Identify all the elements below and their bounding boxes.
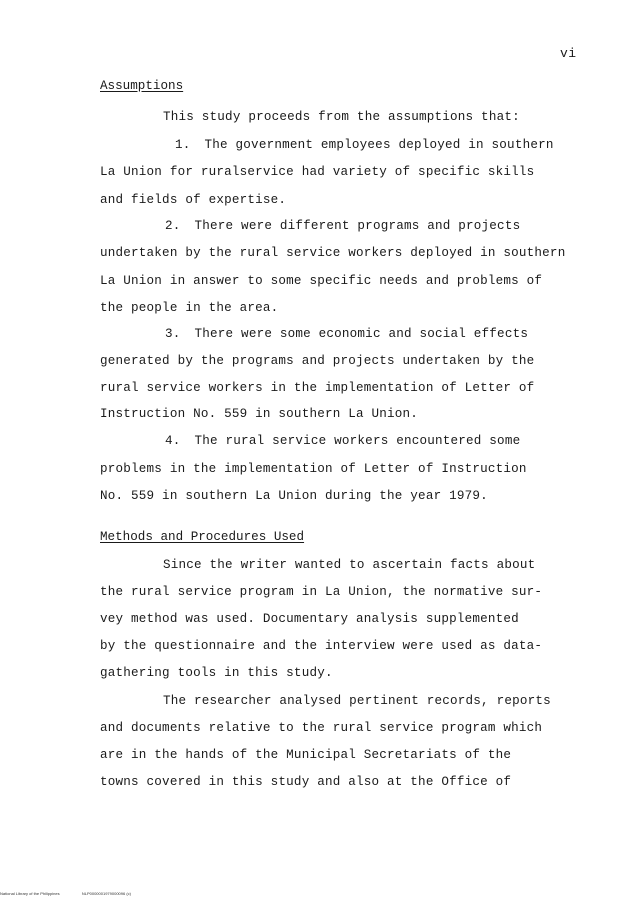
methods-p1-line-1: Since the writer wanted to ascertain facts about [163, 558, 536, 572]
methods-p1-line-5: gathering tools in this study. [100, 666, 333, 680]
assumption-4-line-1 [165, 434, 520, 448]
methods-p2-line-3: are in the hands of the Municipal Secretariats of the [100, 748, 512, 762]
assumption-4-line-3: No. 559 in southern La Union during the year 1979. [100, 489, 488, 503]
methods-p1-line-4: by the questionnaire and the interview were used as data- [100, 639, 543, 653]
assumption-4-number: 4. [165, 434, 181, 448]
footer-library: National Library of the Philippines [0, 891, 60, 896]
methods-p1-line-2: the rural service program in La Union, the normative sur- [100, 585, 543, 599]
assumption-3-line-2: generated by the programs and projects undertaken by the [100, 354, 535, 368]
assumption-3-line-3: rural service workers in the implementation of Letter of [100, 381, 535, 395]
assumption-3-number: 3. [165, 327, 181, 341]
assumption-1-line-1 [175, 138, 554, 152]
assumption-3-line-4: Instruction No. 559 in southern La Union. [100, 407, 419, 421]
assumption-2-line-2: undertaken by the rural service workers deployed in southern [100, 246, 566, 260]
page-number: vi [560, 46, 577, 61]
methods-p1-line-3: vey method was used. Documentary analysis supplemented [100, 612, 519, 626]
assumption-1-line-2: La Union for ruralservice had variety of specific skills [100, 165, 535, 179]
assumptions-heading: Assumptions [100, 79, 184, 93]
assumptions-intro: This study proceeds from the assumptions that: [163, 110, 520, 124]
methods-p2-line-2: and documents relative to the rural service program which [100, 721, 543, 735]
assumption-2-line-1 [165, 219, 520, 233]
assumption-2-number: 2. [165, 219, 181, 233]
footer [0, 891, 131, 896]
methods-p2-line-1: The researcher analysed pertinent records, reports [163, 694, 551, 708]
methods-heading: Methods and Procedures Used [100, 530, 305, 544]
assumption-4-line-2: problems in the implementation of Letter of Instruction [100, 462, 527, 476]
assumption-1-number: 1. [175, 138, 191, 152]
assumption-2-text: There were different programs and projects [194, 219, 521, 233]
methods-p2-line-4: towns covered in this study and also at the Office of [100, 775, 512, 789]
assumption-3-text: There were some economic and social effects [194, 327, 529, 341]
assumption-2-line-4: the people in the area. [100, 301, 279, 315]
assumption-1-text: The government employees deployed in southern [204, 138, 554, 152]
assumption-3-line-1 [165, 327, 528, 341]
footer-code: NLP0000001979000096 (c) [81, 891, 131, 896]
assumption-2-line-3: La Union in answer to some specific needs and problems of [100, 274, 543, 288]
assumption-4-text: The rural service workers encountered some [194, 434, 521, 448]
assumption-1-line-3: and fields of expertise. [100, 193, 287, 207]
